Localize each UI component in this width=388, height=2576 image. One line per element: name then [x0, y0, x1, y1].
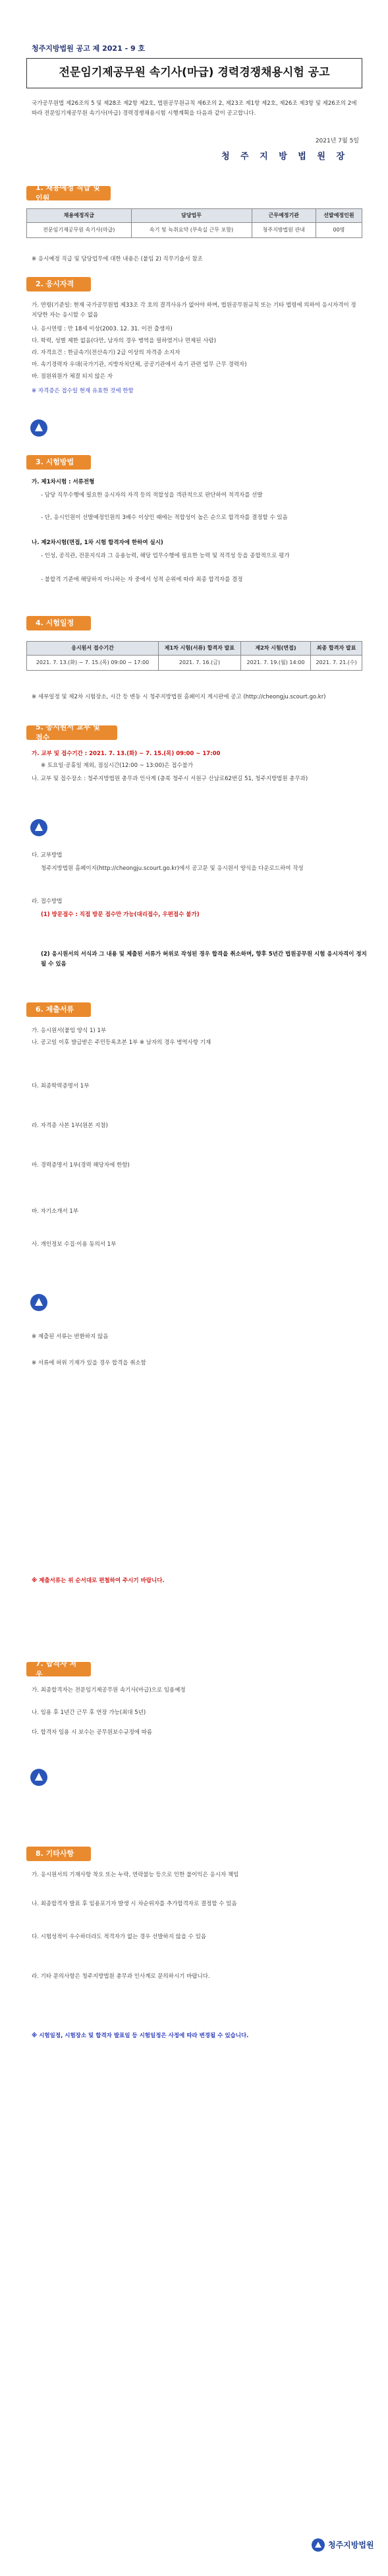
s2-line: 바. 점원위원가 체결 되지 않은 자 — [32, 373, 113, 380]
s3-line: 가. 제1차시험 : 서류전형 — [32, 479, 95, 485]
s6-line: 바. 자기소개서 1부 — [32, 1208, 78, 1215]
table-cell: 00명 — [316, 223, 362, 238]
s2-line: ※ 자격증은 접수일 현재 유효한 것에 한함 — [32, 388, 134, 394]
court-emblem-icon — [29, 818, 49, 838]
section-heading-6: 6. 제출서류 — [26, 1002, 91, 1017]
court-emblem-icon — [29, 418, 49, 438]
s8-warning: ※ 시험일정, 시험장소 및 합격자 발표일 등 시험일정은 사정에 따라 변경될 수 있습니다. — [32, 2033, 249, 2039]
s6-line: 마. 경력증명서 1부(경력 해당자에 한함) — [32, 1162, 130, 1169]
court-emblem-icon — [29, 1293, 49, 1312]
recruitment-table — [26, 208, 362, 238]
s3-line: 나. 제2차시험(면접, 1차 시험 합격자에 한하여 실시) — [32, 539, 163, 546]
s8-line: 나. 최종합격자 발표 후 임용포기자 발생 시 차순위자를 추가합격자로 결정할 수 있음 — [32, 1901, 237, 1907]
section-heading-7: 7. 합격자 처우 — [26, 1662, 91, 1676]
section-heading-8: 8. 기타사항 — [26, 1847, 91, 1861]
table-cell: 2021. 7. 19.(월) 14:00 — [240, 656, 310, 671]
section-heading-1: 1. 채용예정 직급 및 인원 — [26, 186, 111, 200]
section-heading-5: 5. 응시원서 교부 및 접수 — [26, 725, 117, 740]
s7-line: 가. 최종합격자는 전문임기제공무원 속기사(마급)으로 임용예정 — [32, 1687, 186, 1694]
section1-note: ※ 응시예정 직급 및 담당업무에 대한 내용은 (붙임 2) 직무기술서 참조 — [32, 256, 203, 262]
court-emblem-icon — [29, 1767, 49, 1787]
s8-line: 다. 시험성적이 우수하더라도 적격자가 없는 경우 선발하지 않을 수 있음 — [32, 1934, 207, 1940]
s5-line: ※ 토요일·공휴일 제외, 점심시간(12:00 ~ 13:00)은 접수불가 — [41, 762, 194, 769]
notice-date: 2021년 7월 5일 — [315, 138, 359, 144]
table-cell: 2021. 7. 13.(화) ~ 7. 15.(목) 09:00 ~ 17:00 — [27, 656, 159, 671]
table-cell: 청주지방법원 관내 — [252, 223, 316, 238]
s6-line: ※ 서류에 허위 기재가 있을 경우 합격을 취소함 — [32, 1360, 146, 1366]
s6-warning: ※ 제출서류는 위 순서대로 편철하여 주시기 바랍니다. — [32, 1578, 165, 1584]
s3-line: - 단, 응시인원이 선발예정인원의 3배수 이상인 때에는 적합성이 높은 순으로 합격자를 결정할 수 있음 — [41, 514, 288, 521]
section-heading-2: 2. 응시자격 — [26, 277, 91, 291]
s6-line: 가. 응시원서(붙임 양식 1) 1부 — [32, 1027, 107, 1034]
s6-line: 나. 공고일 이후 발급받은 주민등록초본 1부 ※ 남자의 경우 병역사항 기재 — [32, 1039, 211, 1046]
s6-line: 라. 자격증 사본 1부(원본 지참) — [32, 1122, 108, 1129]
table-header: 채용예정직급 — [27, 209, 132, 223]
s5-line: 가. 교부 및 접수기간 : 2021. 7. 13.(화) ~ 7. 15.(목) 09:00 ~ 17:00 — [32, 751, 221, 757]
s8-line: 라. 기타 문의사항은 청주지방법원 총무과 인사계로 문의하시기 바랍니다. — [32, 1973, 210, 1980]
table-header: 최종 합격자 발표 — [311, 642, 362, 656]
footer-court-name: 청주지방법원 — [328, 2540, 374, 2550]
s5-line: (2) 응시원서의 서식과 그 내용 및 제출된 서류가 허위로 작성된 경우 합격을 취소하며, 향후 5년간 법원공무원 시험 응시자격이 정지될 수 있음 — [41, 951, 367, 967]
s6-line: 다. 최종학력증명서 1부 — [32, 1083, 90, 1089]
s2-line: 다. 학력, 성별 제한 없음(다만, 남자의 경우 병역을 필하였거나 면제된 사람) — [32, 338, 216, 344]
table-header: 응시원서 접수기간 — [27, 642, 159, 656]
page-title: 전문임기제공무원 속기사(마급) 경력경쟁채용시험 공고 — [26, 58, 362, 88]
s7-line: 나. 임용 후 1년간 근무 후 연장 가능(최대 5년) — [32, 1709, 146, 1716]
section-heading-3: 3. 시험방법 — [26, 455, 91, 470]
s5-line: (1) 방문접수 : 직접 방문 접수만 가능(대리접수, 우편접수 불가) — [41, 911, 200, 918]
s3-line: - 인성, 공직관, 전문지식과 그 응용능력, 해당 업무수행에 필요한 능력 및 적격성 등을 종합적으로 평가 — [41, 553, 290, 559]
table-cell: 2021. 7. 16.(금) — [159, 656, 241, 671]
s8-line: 가. 응시원서의 기재사항 착오 또는 누락, 연락불능 등으로 인한 불이익은 응시자 책임 — [32, 1872, 239, 1878]
footer-logo — [311, 2538, 374, 2552]
table-header: 근무예정기관 — [252, 209, 316, 223]
s2-line: 나. 응시연령 : 만 18세 이상(2003. 12. 31. 이전 출생자) — [32, 326, 173, 332]
s2-line: 마. 속기경력자 우대(국가기관, 지방자치단체, 공공기관에서 속기 관련 업무 근무 경력자) — [32, 361, 247, 368]
s2-line: 라. 자격요건 : 한글속기(전산속기) 2급 이상의 자격증 소지자 — [32, 350, 180, 356]
table-cell: 2021. 7. 21.(수) — [311, 656, 362, 671]
court-emblem-icon — [311, 2538, 325, 2552]
section-heading-4: 4. 시험일정 — [26, 616, 91, 630]
s6-line: ※ 제출된 서류는 반환하지 않음 — [32, 1334, 109, 1340]
table-cell: 전문임기제공무원 속기사(마급) — [27, 223, 132, 238]
s5-line: 청주지방법원 홈페이지(http://cheongju.scourt.go.kr)에서 공고문 및 응시원서 양식을 다운로드하여 작성 — [41, 865, 304, 872]
s7-line: 다. 합격자 임용 시 보수는 공무원보수규정에 따름 — [32, 1729, 153, 1736]
issuer-name: 청 주 지 방 법 원 장 — [221, 152, 348, 162]
intro-text: 국가공무원법 제26조의 5 및 제28조 제2항 제2호, 법원공무원규칙 제6조의 2, 제23조 제1항 제2호, 제26조 제3항 및 제26조의 2에 따라 전문임기제공무원 속기사(마급) 경력경쟁채용시험 시행계획을 다음과 같이 공고합니다. — [32, 100, 357, 117]
table-cell: 속기 및 녹취요약 (부속실 근무 포함) — [131, 223, 252, 238]
table-header: 선발예정인원 — [316, 209, 362, 223]
table-header: 제2차 시험(면접) — [240, 642, 310, 656]
table-header: 담당업무 — [131, 209, 252, 223]
s2-line: 가. 연령(기준일: 현재 국가공무원법 제33조 각 호의 결격사유가 없어야 하며, 법원공무원규칙 또는 기타 법령에 의하여 응시자격이 정지당한 자는 응시할 수 없음 — [32, 302, 356, 319]
s6-line: 사. 개인정보 수집·이용 동의서 1부 — [32, 1241, 117, 1248]
s3-line: - 불합격 기준에 해당하지 아니하는 자 중에서 성적 순위에 따라 최종 합격자를 결정 — [41, 576, 243, 583]
notice-number: 청주지방법원 공고 제 2021 - 9 호 — [32, 44, 146, 53]
s5-line: 다. 교부방법 — [32, 852, 63, 859]
s3-line: - 담당 직무수행에 필요한 응시자의 자격 등의 적합성을 객관적으로 판단하여 적격자를 선발 — [41, 492, 263, 499]
table-header: 제1차 시험(서류) 합격자 발표 — [159, 642, 241, 656]
schedule-table — [26, 641, 362, 671]
s5-line: 라. 접수방법 — [32, 898, 63, 905]
section4-note: ※ 세부일정 및 제2차 시험장소, 시간 등 변동 시 청주지방법원 홈페이지 게시판에 공고 (http://cheongju.scourt.go.kr) — [32, 694, 326, 700]
s5-line: 나. 교부 및 접수장소 : 청주지방법원 총무과 인사계 (충북 청주시 서원구 산남로62번길 51, 청주지방법원 총무과) — [32, 776, 308, 782]
